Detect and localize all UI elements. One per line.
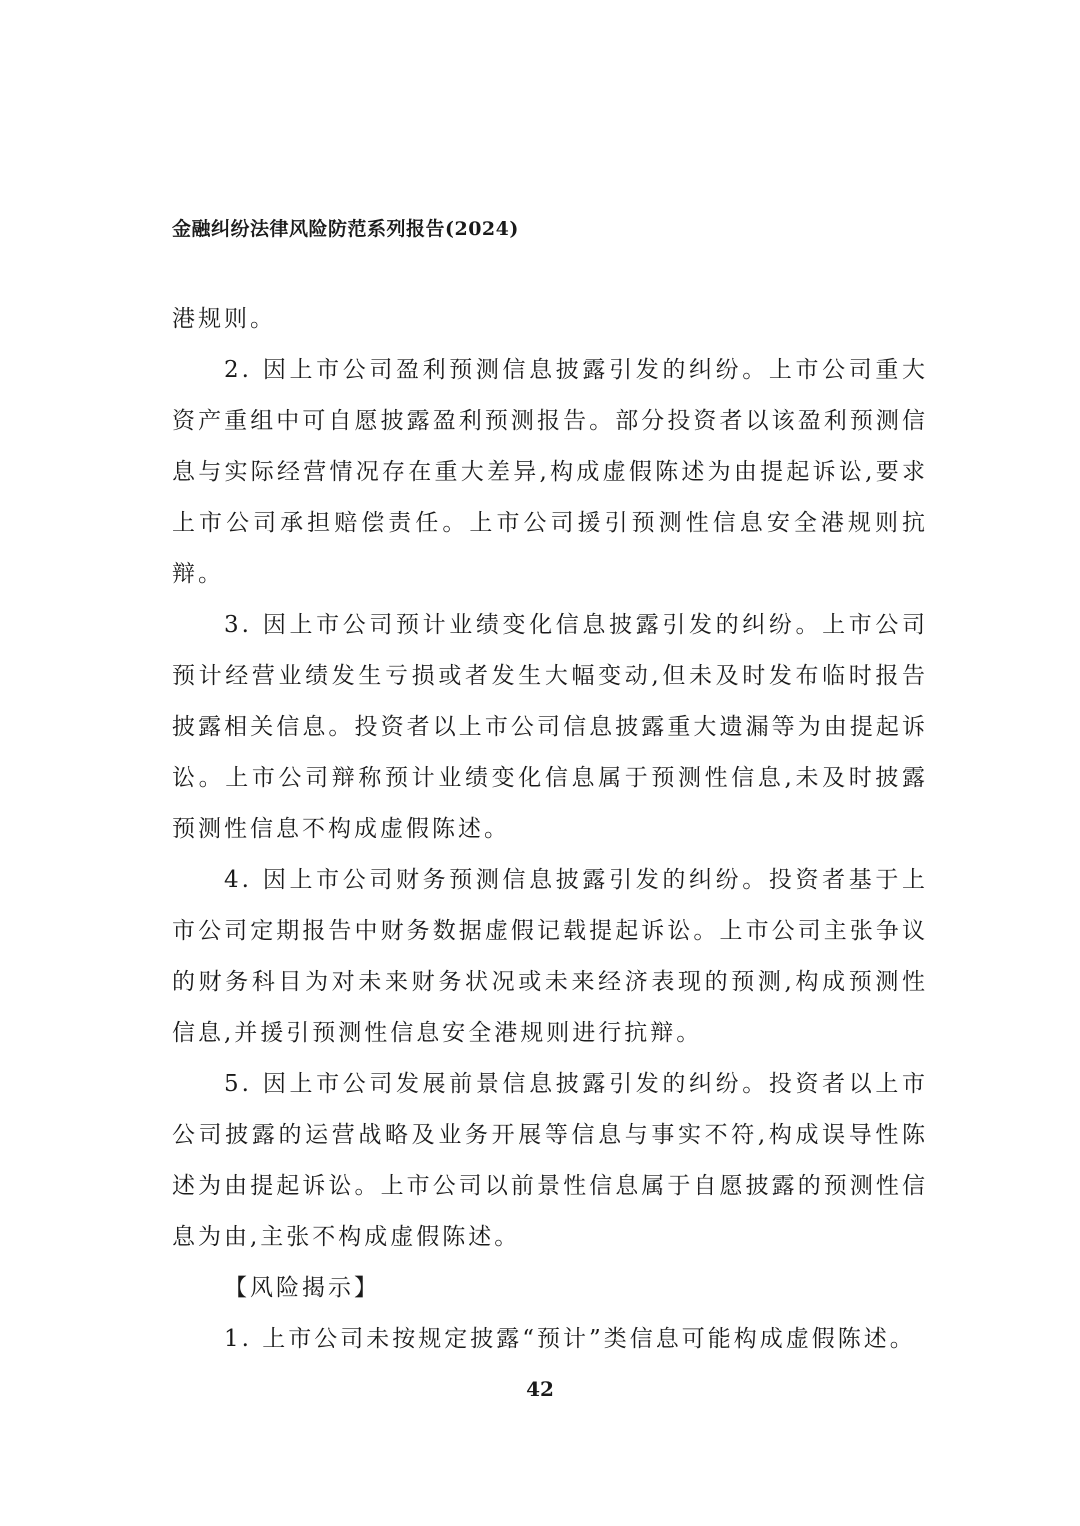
page-number: 42 xyxy=(526,1377,554,1401)
paragraph-item-2: 2. 因上市公司盈利预测信息披露引发的纠纷。上市公司重大资产重组中可自愿披露盈利预测报告。部分投资者以该盈利预测信息与实际经营情况存在重大差异,构成虚假陈述为由提起诉讼,要求上市公司承担赔偿责任。上市公司援引预测性信息安全港规则抗辩。 xyxy=(172,357,928,587)
body-text xyxy=(172,294,928,1365)
risk-item-1: 1. 上市公司未按规定披露“预计”类信息可能构成虚假陈述。 xyxy=(224,1326,916,1352)
paragraph-item-4: 4. 因上市公司财务预测信息披露引发的纠纷。投资者基于上市公司定期报告中财务数据虚假记载提起诉讼。上市公司主张争议的财务科目为对未来财务状况或未来经济表现的预测,构成预测性信息,并援引预测性信息安全港规则进行抗辩。 xyxy=(172,867,928,1046)
paragraph-continuation: 港规则。 xyxy=(172,306,276,332)
paragraph-item-5: 5. 因上市公司发展前景信息披露引发的纠纷。投资者以上市公司披露的运营战略及业务开展等信息与事实不符,构成误导性陈述为由提起诉讼。上市公司以前景性信息属于自愿披露的预测性信息为由,主张不构成虚假陈述。 xyxy=(172,1071,928,1250)
section-heading-risk: 【风险揭示】 xyxy=(224,1275,380,1301)
running-header-title: 金融纠纷法律风险防范系列报告(2024) xyxy=(172,218,519,240)
paragraph-item-3: 3. 因上市公司预计业绩变化信息披露引发的纠纷。上市公司预计经营业绩发生亏损或者发生大幅变动,但未及时发布临时报告披露相关信息。投资者以上市公司信息披露重大遗漏等为由提起诉讼。上市公司辩称预计业绩变化信息属于预测性信息,未及时披露预测性信息不构成虚假陈述。 xyxy=(172,612,928,842)
